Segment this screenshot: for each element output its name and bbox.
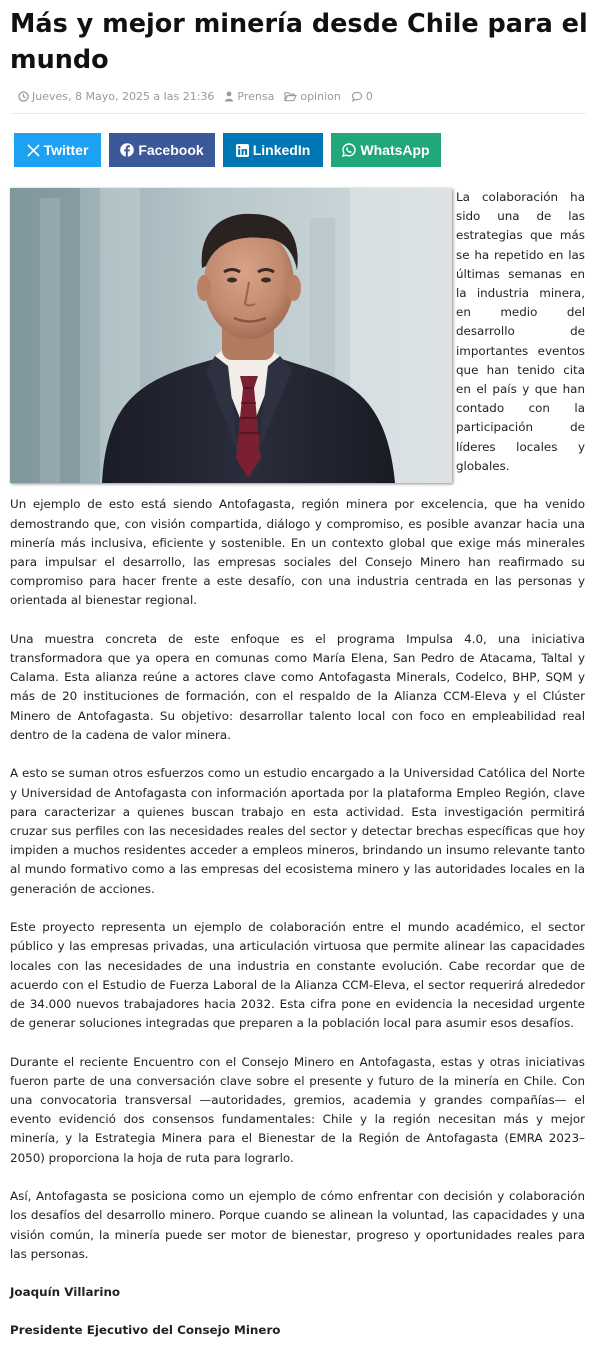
signature-role: Presidente Ejecutivo del Consejo Minero <box>10 1322 281 1337</box>
whatsapp-icon <box>342 143 356 157</box>
x-logo-icon <box>27 144 40 157</box>
clock-icon <box>18 91 29 102</box>
article-paragraph: Este proyecto representa un ejemplo de colaboración entre el mundo académico, el sector público y las empresas privadas, una articulación virtuosa que permite alinear las capacidades locales con las necesidades de una industria en constante evolución. Cabe recordar que de acuerdo con el Estudio de Fuerza Laboral de la Alianza CCM-Eleva, el sector requerirá alrededor de 34.000 nuevos trabajadores hacia 2032. Esta cifra pone en evidencia la necesidad urgente de generar soluciones integradas que preparen a la población local para asumir esos desafíos. <box>10 920 585 1031</box>
comment-icon <box>351 91 363 102</box>
article-paragraph: Una muestra concreta de este enfoque es el programa Impulsa 4.0, una iniciativa transformadora que ya opera en comunas como María Elena, San Pedro de Atacama, Taltal y Calama. Esta alianza reúne a actores clave como Antofagasta Minerals, Codelco, BHP, SQM y más de 20 instituciones de formación, con el respaldo de la Alianza CCM-Eleva y el Clúster Minero de Antofagasta. Su objetivo: desarrollar talento local con foco en empleabilidad real dentro de la cadena de valor minera. <box>10 631 585 742</box>
article-paragraph: Así, Antofagasta se posiciona como un ejemplo de cómo enfrentar con decisión y colaboración los desafíos del desarrollo minero. Porque cuando se alinean la voluntad, las capacidades y una visión común, la minería puede ser motor de bienestar, progreso y oportunidades reales para las personas. <box>10 1189 585 1261</box>
article-paragraph: Durante el reciente Encuentro con el Consejo Minero en Antofagasta, estas y otras iniciativas fueron parte de una conversación clave sobre el presente y futuro de la minería en Chile. Con una convocatoria transversal —autoridades, gremios, academia y grandes compañías— el evento evidenció dos consensos fundamentales: Chile y la región necesitan más y mejor minería, y la Estrategia Minera para el Bienestar de la Región de Antofagasta (EMRA 2023–2050) proporciona la hoja de ruta para lograrlo. <box>10 1054 585 1165</box>
article-paragraph: A esto se suman otros esfuerzos como un estudio encargado a la Universidad Católica del Norte y Universidad de Antofagasta con información aportada por la plataforma Empleo Región, clave para caracterizar a quienes buscan trabajo en esta actividad. Esta investigación permitirá cruzar sus perfiles con las necesidades reales del sector y detectar brechas específicas que hoy impiden a muchos residentes acceder a empleos mineros, brindando un insumo relevante tanto al mundo formativo como a las empresas del ecosistema minero y las autoridades locales en la generación de acciones. <box>10 766 585 896</box>
article-meta <box>18 90 383 103</box>
meta-comments[interactable] <box>351 90 373 103</box>
share-linkedin-button[interactable] <box>223 133 323 167</box>
signature-name: Joaquín Villarino <box>10 1285 121 1300</box>
user-icon <box>224 91 234 102</box>
share-twitter-button[interactable] <box>14 133 101 167</box>
meta-date-text: Jueves, 8 Mayo, 2025 a las 21:36 <box>32 90 215 103</box>
share-whatsapp-button[interactable] <box>331 133 441 167</box>
meta-author[interactable] <box>224 90 274 103</box>
meta-comments-count[interactable]: 0 <box>365 90 373 103</box>
facebook-icon <box>120 143 134 157</box>
divider <box>10 113 586 114</box>
share-twitter-label[interactable]: Twitter <box>43 142 89 158</box>
linkedin-icon <box>236 144 249 157</box>
article-body <box>10 188 585 1358</box>
article-paragraph: Un ejemplo de esto está siendo Antofagasta, región minera por excelencia, que ha venido demostrando que, con visión compartida, diálogo y compromiso, es posible avanzar hacia una minería más inclusiva, eficiente y sostenible. En un contexto global que exige más minerales para impulsar el desarrollo, las empresas sociales del Consejo Minero han reafirmado su compromiso para hacer frente a este desafío, con una industria centrada en las personas y orientada al bienestar regional. <box>10 497 585 608</box>
share-facebook-label[interactable]: Facebook <box>138 142 204 158</box>
photo-spacer <box>10 188 456 479</box>
share-linkedin-label[interactable]: LinkedIn <box>252 142 311 158</box>
meta-author-text[interactable]: Prensa <box>237 90 275 103</box>
meta-category-text[interactable]: opinion <box>300 90 341 103</box>
share-facebook-button[interactable] <box>109 133 215 167</box>
article-paragraph: La colaboración ha sido una de las estrategias que más se ha repetido en las últimas semanas en la industria minera, en medio del desarrollo de importantes eventos que han tenido cita en el país y que han contado con la participación de líderes locales y globales. <box>456 190 585 473</box>
page-title: Más y mejor minería desde Chile para el mundo <box>10 9 588 75</box>
meta-category[interactable] <box>284 90 341 103</box>
meta-date <box>18 90 214 103</box>
share-whatsapp-label[interactable]: WhatsApp <box>360 142 430 158</box>
folder-open-icon <box>284 91 297 102</box>
